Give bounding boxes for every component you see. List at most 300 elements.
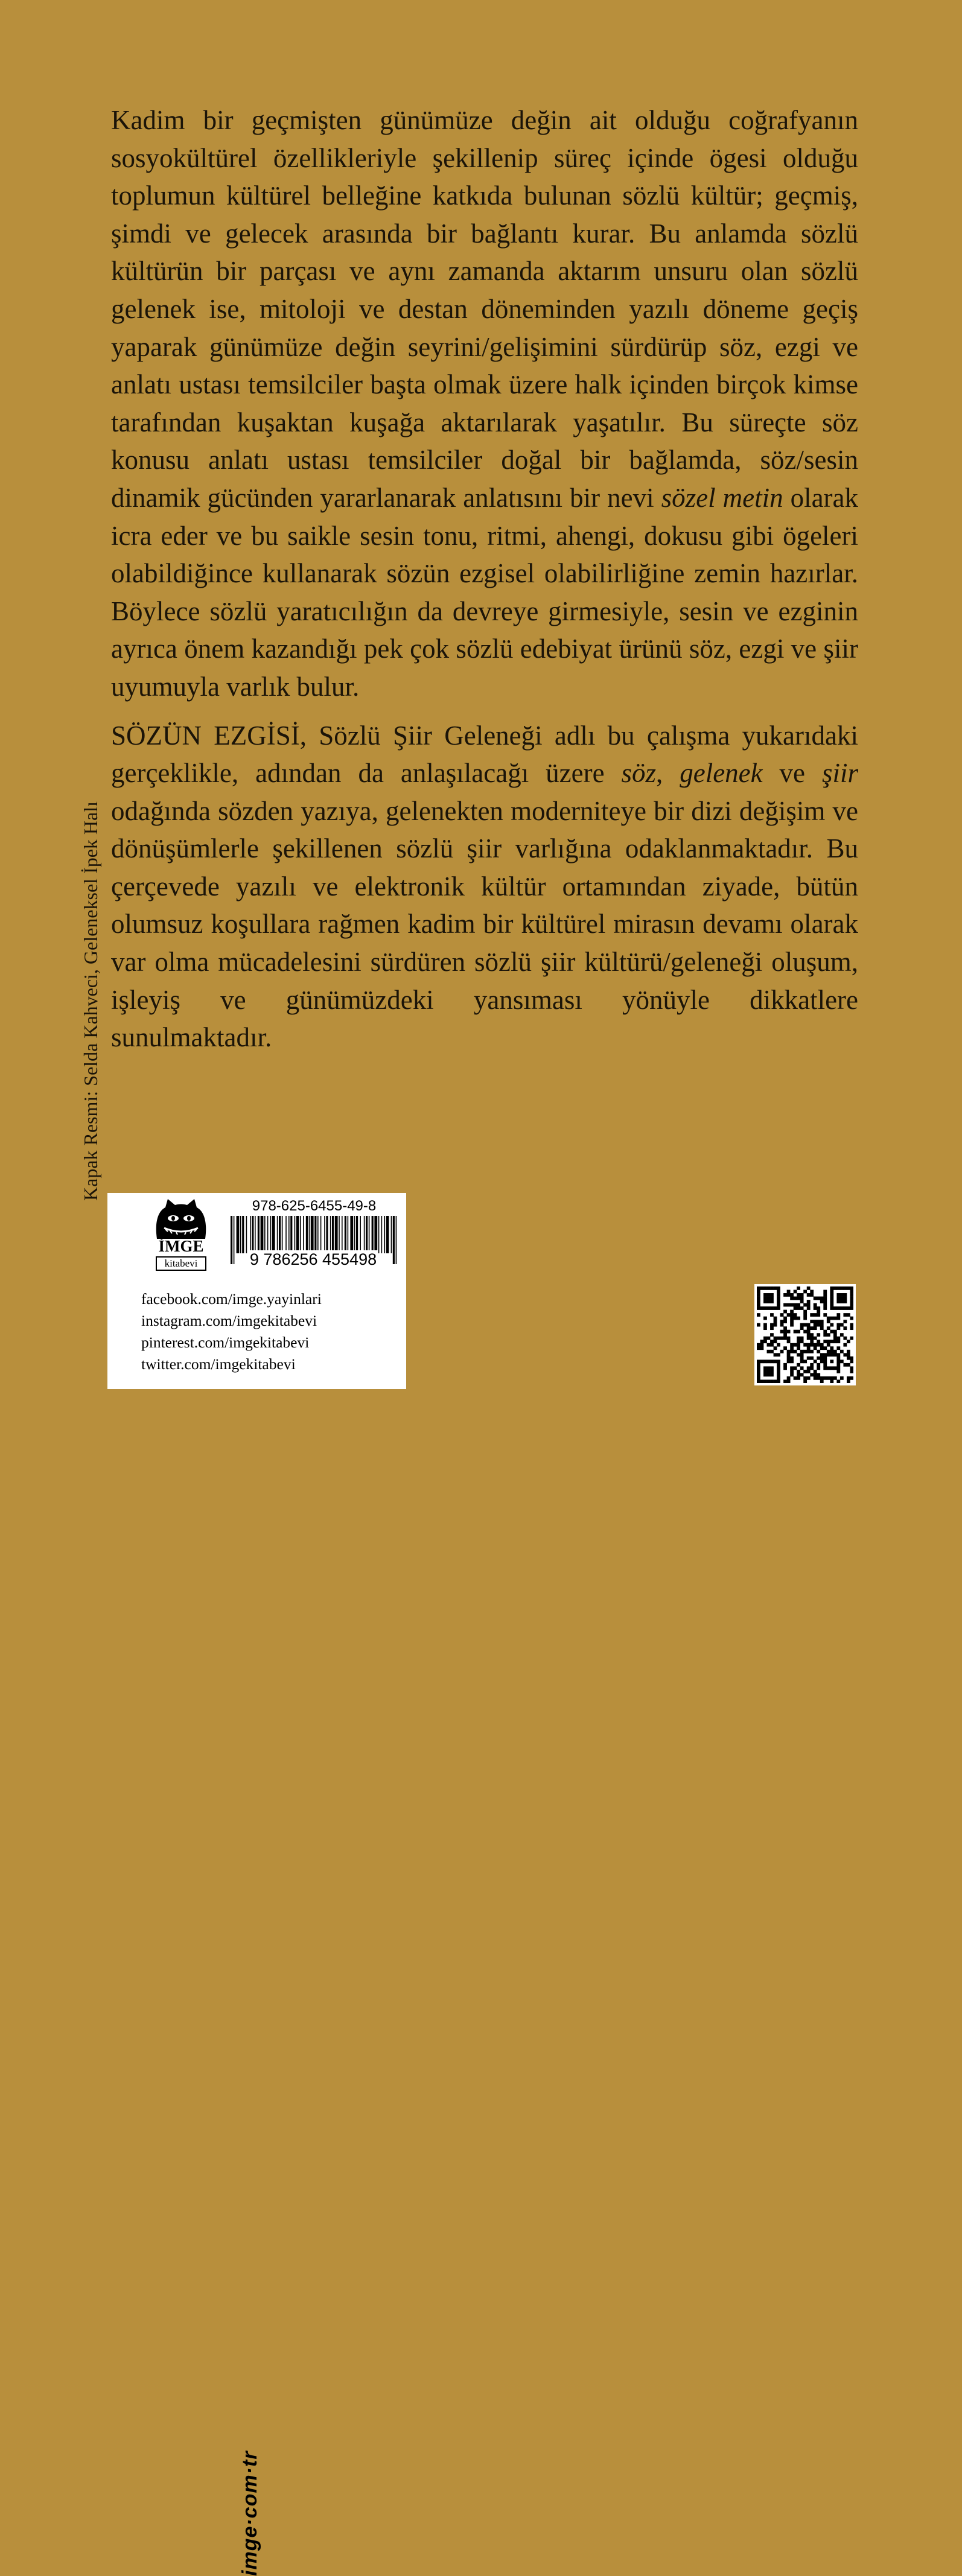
qr-module bbox=[787, 1337, 791, 1340]
barcode-bar bbox=[264, 1216, 266, 1253]
barcode-bar bbox=[369, 1216, 370, 1253]
qr-module bbox=[790, 1303, 794, 1307]
qr-module bbox=[847, 1379, 850, 1383]
qr-module bbox=[763, 1300, 767, 1303]
qr-module bbox=[794, 1306, 797, 1310]
qr-module bbox=[797, 1286, 800, 1290]
barcode-bar bbox=[345, 1216, 346, 1253]
paragraph-2 bbox=[111, 717, 858, 1057]
qr-module bbox=[820, 1346, 824, 1350]
qr-module bbox=[763, 1297, 767, 1300]
qr-module bbox=[787, 1340, 791, 1343]
qr-module bbox=[777, 1379, 780, 1383]
qr-module bbox=[814, 1306, 817, 1310]
qr-module bbox=[807, 1293, 811, 1297]
qr-module bbox=[757, 1373, 760, 1376]
qr-module bbox=[783, 1379, 787, 1383]
qr-module bbox=[767, 1379, 771, 1383]
qr-module bbox=[843, 1293, 847, 1297]
qr-module bbox=[827, 1376, 830, 1380]
qr-module bbox=[836, 1306, 840, 1310]
qr-module bbox=[850, 1323, 853, 1327]
qr-module bbox=[790, 1343, 794, 1347]
qr-module bbox=[797, 1376, 800, 1380]
qr-module bbox=[800, 1356, 804, 1360]
qr-module bbox=[807, 1370, 811, 1373]
qr-module bbox=[820, 1320, 824, 1323]
qr-module bbox=[763, 1366, 767, 1370]
qr-module bbox=[794, 1376, 797, 1380]
qr-module bbox=[790, 1346, 794, 1350]
qr-module bbox=[807, 1337, 811, 1340]
qr-module bbox=[850, 1303, 853, 1307]
qr-module bbox=[847, 1356, 850, 1360]
qr-module bbox=[760, 1379, 764, 1383]
barcode-bar bbox=[348, 1216, 349, 1253]
qr-module bbox=[833, 1317, 837, 1320]
qr-module bbox=[767, 1360, 771, 1363]
qr-module bbox=[780, 1330, 784, 1334]
barcode-bar bbox=[282, 1216, 283, 1253]
qr-module bbox=[760, 1343, 764, 1347]
qr-module bbox=[836, 1363, 840, 1367]
qr-module bbox=[807, 1356, 811, 1360]
qr-module bbox=[817, 1310, 820, 1314]
qr-module bbox=[836, 1326, 840, 1330]
qr-module bbox=[757, 1313, 760, 1317]
barcode-bar bbox=[306, 1216, 308, 1253]
qr-module bbox=[830, 1353, 833, 1356]
qr-module bbox=[783, 1310, 787, 1314]
qr-code-icon bbox=[757, 1286, 853, 1383]
qr-module bbox=[790, 1317, 794, 1320]
barcode-bar bbox=[288, 1216, 290, 1253]
qr-module bbox=[787, 1353, 791, 1356]
qr-module bbox=[823, 1353, 827, 1356]
qr-module bbox=[823, 1303, 827, 1307]
qr-module bbox=[850, 1366, 853, 1370]
barcode-bar bbox=[272, 1216, 275, 1253]
qr-module bbox=[833, 1330, 837, 1334]
qr-module bbox=[814, 1337, 817, 1340]
qr-module bbox=[803, 1379, 807, 1383]
qr-module bbox=[810, 1350, 814, 1353]
qr-module bbox=[836, 1356, 840, 1360]
barcode-bar bbox=[339, 1216, 340, 1253]
qr-module bbox=[817, 1366, 820, 1370]
qr-module bbox=[830, 1366, 833, 1370]
logo-subtitle: kitabevi bbox=[156, 1256, 206, 1271]
qr-module bbox=[770, 1326, 774, 1330]
qr-module bbox=[757, 1370, 760, 1373]
qr-module bbox=[810, 1343, 814, 1347]
qr-module bbox=[790, 1356, 794, 1360]
qr-module bbox=[814, 1376, 817, 1380]
qr-module bbox=[807, 1300, 811, 1303]
barcode-bar bbox=[332, 1216, 334, 1253]
qr-module bbox=[807, 1343, 811, 1347]
qr-module bbox=[823, 1356, 827, 1360]
qr-module bbox=[843, 1300, 847, 1303]
facebook-link[interactable]: facebook.com/imge.yayinlari bbox=[141, 1290, 322, 1308]
qr-module bbox=[830, 1303, 833, 1307]
barcode-bar bbox=[335, 1216, 338, 1253]
qr-module bbox=[783, 1366, 787, 1370]
qr-module bbox=[763, 1337, 767, 1340]
qr-module bbox=[774, 1346, 777, 1350]
qr-module bbox=[787, 1376, 791, 1380]
qr-module bbox=[770, 1306, 774, 1310]
qr-module bbox=[790, 1366, 794, 1370]
qr-module bbox=[797, 1346, 800, 1350]
qr-module bbox=[790, 1373, 794, 1376]
barcode-bar bbox=[350, 1216, 353, 1253]
qr-module bbox=[780, 1350, 784, 1353]
qr-module bbox=[774, 1353, 777, 1356]
qr-module bbox=[757, 1303, 760, 1307]
qr-module bbox=[794, 1297, 797, 1300]
qr-module bbox=[840, 1333, 844, 1337]
qr-module bbox=[790, 1323, 794, 1327]
qr-module bbox=[817, 1333, 820, 1337]
qr-module bbox=[823, 1346, 827, 1350]
qr-module bbox=[797, 1343, 800, 1347]
qr-module bbox=[814, 1370, 817, 1373]
qr-module bbox=[810, 1290, 814, 1294]
qr-module bbox=[780, 1320, 784, 1323]
barcode-bar bbox=[250, 1216, 251, 1253]
qr-module bbox=[843, 1306, 847, 1310]
qr-module bbox=[814, 1346, 817, 1350]
qr-module bbox=[790, 1360, 794, 1363]
paragraph-2-emphasis-1: söz bbox=[621, 758, 657, 789]
qr-module bbox=[810, 1373, 814, 1376]
qr-module bbox=[847, 1353, 850, 1356]
qr-module bbox=[757, 1379, 760, 1383]
qr-module bbox=[850, 1297, 853, 1300]
qr-module bbox=[807, 1306, 811, 1310]
qr-module bbox=[810, 1337, 814, 1340]
qr-module bbox=[817, 1373, 820, 1376]
qr-module bbox=[757, 1286, 760, 1290]
qr-module bbox=[817, 1356, 820, 1360]
qr-module bbox=[760, 1286, 764, 1290]
qr-module bbox=[777, 1366, 780, 1370]
qr-module bbox=[823, 1300, 827, 1303]
qr-code[interactable] bbox=[754, 1284, 856, 1385]
qr-module bbox=[767, 1373, 771, 1376]
qr-module bbox=[790, 1370, 794, 1373]
barcode-bar bbox=[309, 1216, 310, 1253]
qr-module bbox=[807, 1376, 811, 1380]
barcode-bar bbox=[324, 1216, 325, 1253]
qr-module bbox=[850, 1360, 853, 1363]
qr-module bbox=[783, 1363, 787, 1367]
qr-module bbox=[787, 1330, 791, 1334]
qr-module bbox=[840, 1323, 844, 1327]
qr-module bbox=[814, 1343, 817, 1347]
qr-module bbox=[836, 1293, 840, 1297]
qr-module bbox=[770, 1286, 774, 1290]
paragraph-1-text-b: olarak icra eder ve bu saikle sesin tonu, ritmi, ahengi, dokusu gibi ögeleri olabildiğince kullanarak sözün ezgisel olabilirliğine zemin hazırlar. Böylece sözlü yaratıcılığın da devreye girmesiyle, sesin ve ezginin ayrıca önem kazandığı pek çok sözlü edebiyat ürünü söz, ezgi ve şiir uyumuyla varlık bulur. bbox=[111, 482, 858, 702]
qr-module bbox=[823, 1360, 827, 1363]
qr-module bbox=[850, 1293, 853, 1297]
qr-module bbox=[847, 1350, 850, 1353]
qr-module bbox=[807, 1366, 811, 1370]
qr-module bbox=[840, 1360, 844, 1363]
qr-module bbox=[823, 1313, 827, 1317]
social-links bbox=[141, 1288, 322, 1375]
barcode-bar bbox=[317, 1216, 319, 1253]
qr-module bbox=[787, 1360, 791, 1363]
qr-module bbox=[800, 1353, 804, 1356]
qr-module bbox=[763, 1317, 767, 1320]
qr-module bbox=[783, 1293, 787, 1297]
qr-module bbox=[840, 1293, 844, 1297]
qr-module bbox=[774, 1306, 777, 1310]
qr-module bbox=[794, 1343, 797, 1347]
qr-module bbox=[830, 1306, 833, 1310]
barcode-bar bbox=[300, 1216, 301, 1253]
qr-module bbox=[807, 1303, 811, 1307]
qr-module bbox=[814, 1323, 817, 1327]
qr-module bbox=[827, 1340, 830, 1343]
qr-module bbox=[820, 1376, 824, 1380]
barcode-bar bbox=[295, 1216, 296, 1253]
qr-module bbox=[836, 1360, 840, 1363]
qr-module bbox=[830, 1317, 833, 1320]
qr-module bbox=[770, 1293, 774, 1297]
qr-module bbox=[770, 1343, 774, 1347]
qr-module bbox=[843, 1297, 847, 1300]
qr-module bbox=[800, 1337, 804, 1340]
qr-module bbox=[807, 1333, 811, 1337]
qr-module bbox=[800, 1373, 804, 1376]
qr-module bbox=[803, 1370, 807, 1373]
qr-module bbox=[836, 1337, 840, 1340]
qr-module bbox=[800, 1340, 804, 1343]
qr-module bbox=[810, 1333, 814, 1337]
qr-module bbox=[840, 1376, 844, 1380]
pinterest-link[interactable]: pinterest.com/imgekitabevi bbox=[141, 1334, 310, 1351]
qr-module bbox=[810, 1293, 814, 1297]
qr-module bbox=[770, 1333, 774, 1337]
qr-module bbox=[850, 1337, 853, 1340]
qr-module bbox=[850, 1370, 853, 1373]
qr-module bbox=[774, 1360, 777, 1363]
qr-module bbox=[814, 1303, 817, 1307]
qr-module bbox=[803, 1376, 807, 1380]
paragraph-2-text-b: odağında sözden yazıya, gelenekten moderniteye bir dizi değişim ve dönüşümlerle şekillenen sözlü şiir varlığına odaklanmaktadır. Bu çerçevede yazılı ve elektronik kültür ortamından ziyade, bütün olumsuz koşullara rağmen kadim bir kültürel mirasın devamı olarak var olma mücadelesini sürdüren sözlü şiir kültürü/geleneği oluşum, işleyiş ve günümüzdeki yansıması yönüyle dikkatlere sunulmaktadır. bbox=[111, 795, 858, 1053]
barcode-bar bbox=[255, 1216, 256, 1253]
cover-credit: Kapak Resmi: Selda Kahveci, Geleneksel İpek Halı bbox=[80, 801, 101, 1201]
qr-module bbox=[847, 1286, 850, 1290]
qr-module bbox=[850, 1376, 853, 1380]
qr-module bbox=[843, 1313, 847, 1317]
qr-module bbox=[797, 1306, 800, 1310]
qr-module bbox=[767, 1306, 771, 1310]
qr-module bbox=[810, 1366, 814, 1370]
qr-module bbox=[830, 1290, 833, 1294]
qr-module bbox=[823, 1297, 827, 1300]
back-cover-text bbox=[111, 101, 858, 1057]
qr-module bbox=[760, 1346, 764, 1350]
qr-module bbox=[830, 1340, 833, 1343]
qr-module bbox=[807, 1323, 811, 1327]
qr-module bbox=[836, 1313, 840, 1317]
qr-module bbox=[760, 1360, 764, 1363]
barcode-bar bbox=[270, 1216, 272, 1253]
qr-module bbox=[836, 1323, 840, 1327]
barcode-bar bbox=[330, 1216, 331, 1253]
qr-module bbox=[827, 1343, 830, 1347]
qr-module bbox=[817, 1306, 820, 1310]
qr-module bbox=[794, 1290, 797, 1294]
qr-module bbox=[830, 1286, 833, 1290]
qr-module bbox=[810, 1340, 814, 1343]
qr-module bbox=[763, 1323, 767, 1327]
qr-module bbox=[790, 1297, 794, 1300]
qr-module bbox=[780, 1337, 784, 1340]
qr-module bbox=[817, 1313, 820, 1317]
qr-module bbox=[777, 1343, 780, 1347]
qr-module bbox=[800, 1366, 804, 1370]
qr-module bbox=[763, 1326, 767, 1330]
paragraph-2-connector: ve bbox=[762, 758, 822, 789]
qr-module bbox=[836, 1300, 840, 1303]
qr-module bbox=[850, 1286, 853, 1290]
barcode-bar bbox=[342, 1216, 343, 1253]
qr-module bbox=[833, 1340, 837, 1343]
qr-module bbox=[814, 1326, 817, 1330]
paragraph-2-separator: , bbox=[656, 758, 680, 789]
qr-module bbox=[797, 1297, 800, 1300]
qr-module bbox=[817, 1343, 820, 1347]
qr-module bbox=[803, 1360, 807, 1363]
qr-module bbox=[843, 1353, 847, 1356]
qr-module bbox=[803, 1323, 807, 1327]
qr-module bbox=[767, 1286, 771, 1290]
qr-module bbox=[770, 1366, 774, 1370]
barcode-bar bbox=[246, 1216, 247, 1253]
qr-module bbox=[803, 1317, 807, 1320]
qr-module bbox=[763, 1293, 767, 1297]
qr-module bbox=[840, 1300, 844, 1303]
qr-module bbox=[757, 1300, 760, 1303]
qr-module bbox=[767, 1370, 771, 1373]
barcode-bar bbox=[261, 1216, 264, 1253]
qr-module bbox=[757, 1363, 760, 1367]
qr-module bbox=[836, 1353, 840, 1356]
qr-module bbox=[814, 1320, 817, 1323]
qr-module bbox=[850, 1326, 853, 1330]
qr-module bbox=[794, 1350, 797, 1353]
qr-module bbox=[850, 1300, 853, 1303]
qr-module bbox=[823, 1366, 827, 1370]
qr-module bbox=[843, 1286, 847, 1290]
qr-module bbox=[807, 1330, 811, 1334]
qr-module bbox=[850, 1356, 853, 1360]
qr-module bbox=[777, 1300, 780, 1303]
qr-module bbox=[847, 1306, 850, 1310]
barcode-bar bbox=[279, 1216, 281, 1253]
qr-module bbox=[790, 1320, 794, 1323]
qr-module bbox=[774, 1340, 777, 1343]
qr-module bbox=[817, 1320, 820, 1323]
qr-module bbox=[836, 1317, 840, 1320]
qr-module bbox=[820, 1360, 824, 1363]
qr-module bbox=[850, 1290, 853, 1294]
barcode-bar bbox=[384, 1216, 385, 1253]
qr-module bbox=[840, 1297, 844, 1300]
qr-module bbox=[787, 1313, 791, 1317]
qr-module bbox=[814, 1373, 817, 1376]
qr-module bbox=[777, 1290, 780, 1294]
qr-module bbox=[843, 1337, 847, 1340]
qr-module bbox=[817, 1350, 820, 1353]
qr-module bbox=[800, 1326, 804, 1330]
qr-module bbox=[774, 1337, 777, 1340]
qr-module bbox=[770, 1379, 774, 1383]
qr-module bbox=[830, 1330, 833, 1334]
qr-module bbox=[770, 1373, 774, 1376]
qr-module bbox=[787, 1290, 791, 1294]
barcode-bar bbox=[360, 1216, 361, 1253]
qr-module bbox=[803, 1330, 807, 1334]
qr-module bbox=[820, 1300, 824, 1303]
qr-module bbox=[847, 1313, 850, 1317]
qr-module bbox=[770, 1350, 774, 1353]
qr-module bbox=[774, 1379, 777, 1383]
barcode-bar bbox=[374, 1216, 377, 1253]
twitter-link[interactable]: twitter.com/imgekitabevi bbox=[141, 1355, 296, 1373]
barcode-bar bbox=[364, 1216, 365, 1253]
instagram-link[interactable]: instagram.com/imgekitabevi bbox=[141, 1312, 317, 1329]
qr-module bbox=[810, 1326, 814, 1330]
qr-module bbox=[797, 1303, 800, 1307]
qr-module bbox=[830, 1360, 833, 1363]
qr-module bbox=[836, 1340, 840, 1343]
qr-module bbox=[803, 1343, 807, 1347]
barcode-bar bbox=[285, 1216, 287, 1253]
qr-module bbox=[807, 1346, 811, 1350]
barcode-bar bbox=[267, 1216, 269, 1253]
qr-module bbox=[836, 1346, 840, 1350]
qr-module bbox=[807, 1286, 811, 1290]
qr-module bbox=[757, 1323, 760, 1327]
qr-module bbox=[827, 1317, 830, 1320]
qr-module bbox=[814, 1360, 817, 1363]
barcode-number: 9 786256 455498 bbox=[249, 1250, 377, 1268]
qr-module bbox=[843, 1343, 847, 1347]
qr-module bbox=[800, 1350, 804, 1353]
qr-module bbox=[803, 1290, 807, 1294]
qr-module bbox=[810, 1356, 814, 1360]
qr-module bbox=[797, 1330, 800, 1334]
qr-module bbox=[777, 1376, 780, 1380]
qr-module bbox=[770, 1340, 774, 1343]
qr-module bbox=[833, 1350, 837, 1353]
qr-module bbox=[820, 1356, 824, 1360]
qr-module bbox=[787, 1379, 791, 1383]
qr-module bbox=[827, 1326, 830, 1330]
qr-module bbox=[757, 1293, 760, 1297]
barcode-bar bbox=[378, 1216, 380, 1253]
barcode-bar bbox=[252, 1216, 253, 1253]
publisher-logo bbox=[152, 1198, 210, 1271]
qr-module bbox=[843, 1363, 847, 1367]
barcode-bar bbox=[258, 1216, 260, 1253]
